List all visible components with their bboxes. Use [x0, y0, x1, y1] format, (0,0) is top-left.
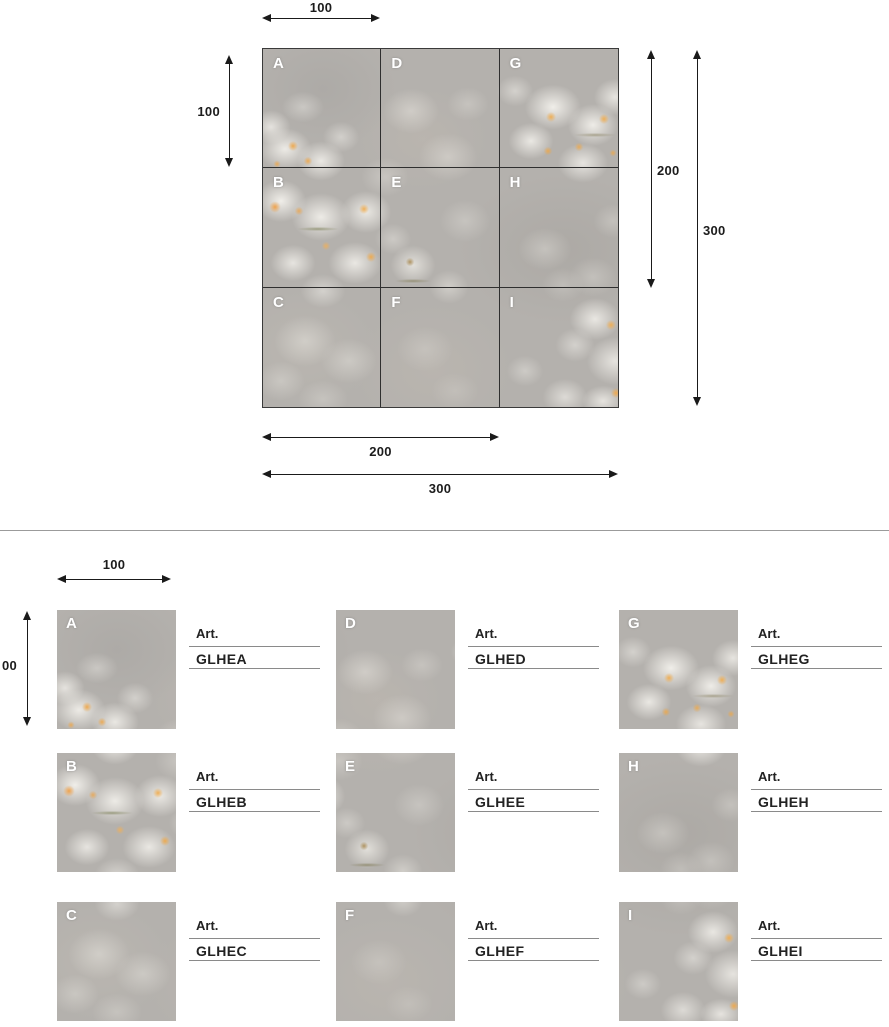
- rule-line: [468, 938, 599, 939]
- grid-cell-F: [381, 288, 499, 407]
- rule-line: [189, 789, 320, 790]
- rule-line: [468, 960, 599, 961]
- swatch-width-label: 100: [102, 557, 126, 572]
- tile-letter: F: [391, 293, 401, 311]
- rule-line: [751, 668, 882, 669]
- arrowhead-up-icon: [225, 55, 233, 64]
- height-200-label: 200: [657, 163, 680, 178]
- art-label: Art.: [196, 918, 219, 933]
- arrow-line: [267, 437, 494, 439]
- grid-cell-G: [500, 49, 618, 168]
- swatch-image-H: [619, 753, 738, 872]
- swatch-image-B: [57, 753, 176, 872]
- swatch-height-arrow: [22, 611, 33, 726]
- tile-letter: H: [628, 758, 639, 775]
- section-divider: [0, 530, 889, 531]
- grid-cell-E: [381, 168, 499, 287]
- tile-height-label: 100: [197, 104, 220, 119]
- width-200-label: 200: [369, 444, 392, 459]
- art-label: Art.: [758, 769, 781, 784]
- arrow-line: [267, 18, 375, 20]
- rule-line: [468, 811, 599, 812]
- tile-letter: C: [66, 907, 77, 924]
- height-300-label: 300: [703, 223, 726, 238]
- tile-letter: B: [273, 174, 284, 192]
- art-label: Art.: [475, 918, 498, 933]
- mural-grid-cells: [263, 49, 618, 407]
- tile-height-arrow: [224, 55, 235, 167]
- arrowhead-up-icon: [693, 50, 701, 59]
- swatch-image-D: [336, 610, 455, 729]
- tile-letter: I: [628, 907, 633, 924]
- article-code: GLHEF: [475, 943, 525, 959]
- arrowhead-left-icon: [57, 575, 66, 583]
- art-label: Art.: [475, 626, 498, 641]
- arrow-line: [62, 579, 166, 581]
- tile-letter: D: [391, 55, 403, 72]
- arrowhead-left-icon: [262, 470, 271, 478]
- rule-line: [189, 938, 320, 939]
- rule-line: [751, 789, 882, 790]
- swatch-image-I: [619, 902, 738, 1021]
- arrow-line: [651, 55, 653, 283]
- grid-cell-B: [263, 168, 381, 287]
- swatch-image-C: [57, 902, 176, 1021]
- article-code: GLHEA: [196, 651, 247, 667]
- art-label: Art.: [758, 626, 781, 641]
- rule-line: [189, 646, 320, 647]
- arrow-line: [267, 474, 613, 476]
- rule-line: [189, 668, 320, 669]
- arrowhead-right-icon: [609, 470, 618, 478]
- rule-line: [751, 811, 882, 812]
- art-label: Art.: [758, 918, 781, 933]
- swatch-image-E: [336, 753, 455, 872]
- arrowhead-up-icon: [23, 611, 31, 620]
- swatch-image-F: [336, 902, 455, 1021]
- height-200-arrow: [646, 50, 657, 288]
- art-label: Art.: [475, 769, 498, 784]
- tile-letter: C: [273, 293, 284, 311]
- art-label: Art.: [196, 769, 219, 784]
- article-code: GLHEB: [196, 794, 247, 810]
- tile-letter: G: [628, 615, 640, 632]
- catalog-item-I: [619, 902, 889, 1027]
- article-code: GLHEE: [475, 794, 526, 810]
- tile-letter: F: [345, 907, 355, 924]
- grid-cell-H: [500, 168, 618, 287]
- swatch-width-arrow: [57, 574, 171, 585]
- tile-letter: G: [509, 55, 522, 72]
- tile-letter: H: [509, 174, 521, 192]
- arrowhead-down-icon: [647, 279, 655, 288]
- article-code: GLHEC: [196, 943, 247, 959]
- grid-cell-I: [500, 288, 618, 407]
- swatch-height-label: 00: [2, 658, 18, 673]
- arrowhead-down-icon: [23, 717, 31, 726]
- width-300-label: 300: [428, 481, 452, 496]
- article-code: GLHEG: [758, 651, 810, 667]
- catalog-item-H: [619, 753, 889, 878]
- tile-width-label: 100: [309, 0, 333, 15]
- swatch-image-A: [57, 610, 176, 729]
- rule-line: [751, 960, 882, 961]
- rule-line: [751, 646, 882, 647]
- tile-letter: E: [345, 758, 356, 775]
- arrow-line: [229, 60, 231, 162]
- arrow-line: [697, 55, 699, 401]
- grid-cell-C: [263, 288, 381, 407]
- tile-letter: B: [66, 758, 77, 775]
- height-300-arrow: [692, 50, 703, 406]
- mural-grid-image: [262, 48, 619, 408]
- tile-letter: D: [345, 615, 356, 632]
- article-code: GLHEH: [758, 794, 809, 810]
- arrow-line: [27, 616, 29, 721]
- grid-cell-A: [263, 49, 381, 168]
- rule-line: [189, 811, 320, 812]
- tile-letter: A: [273, 55, 284, 72]
- article-code: GLHED: [475, 651, 526, 667]
- tile-letter: I: [509, 293, 514, 311]
- arrowhead-left-icon: [262, 14, 271, 22]
- arrowhead-left-icon: [262, 433, 271, 441]
- grid-cell-D: [381, 49, 499, 168]
- tile-letter: E: [391, 174, 402, 192]
- rule-line: [751, 938, 882, 939]
- article-code: GLHEI: [758, 943, 803, 959]
- rule-line: [189, 960, 320, 961]
- swatch-image-G: [619, 610, 738, 729]
- tile-letter: A: [66, 615, 77, 632]
- rule-line: [468, 668, 599, 669]
- width-200-arrow: [262, 432, 499, 443]
- arrowhead-down-icon: [693, 397, 701, 406]
- rule-line: [468, 646, 599, 647]
- arrowhead-up-icon: [647, 50, 655, 59]
- rule-line: [468, 789, 599, 790]
- art-label: Art.: [196, 626, 219, 641]
- catalog-item-G: [619, 610, 889, 735]
- arrowhead-right-icon: [162, 575, 171, 583]
- arrowhead-right-icon: [371, 14, 380, 22]
- width-300-arrow: [262, 469, 618, 480]
- arrowhead-right-icon: [490, 433, 499, 441]
- arrowhead-down-icon: [225, 158, 233, 167]
